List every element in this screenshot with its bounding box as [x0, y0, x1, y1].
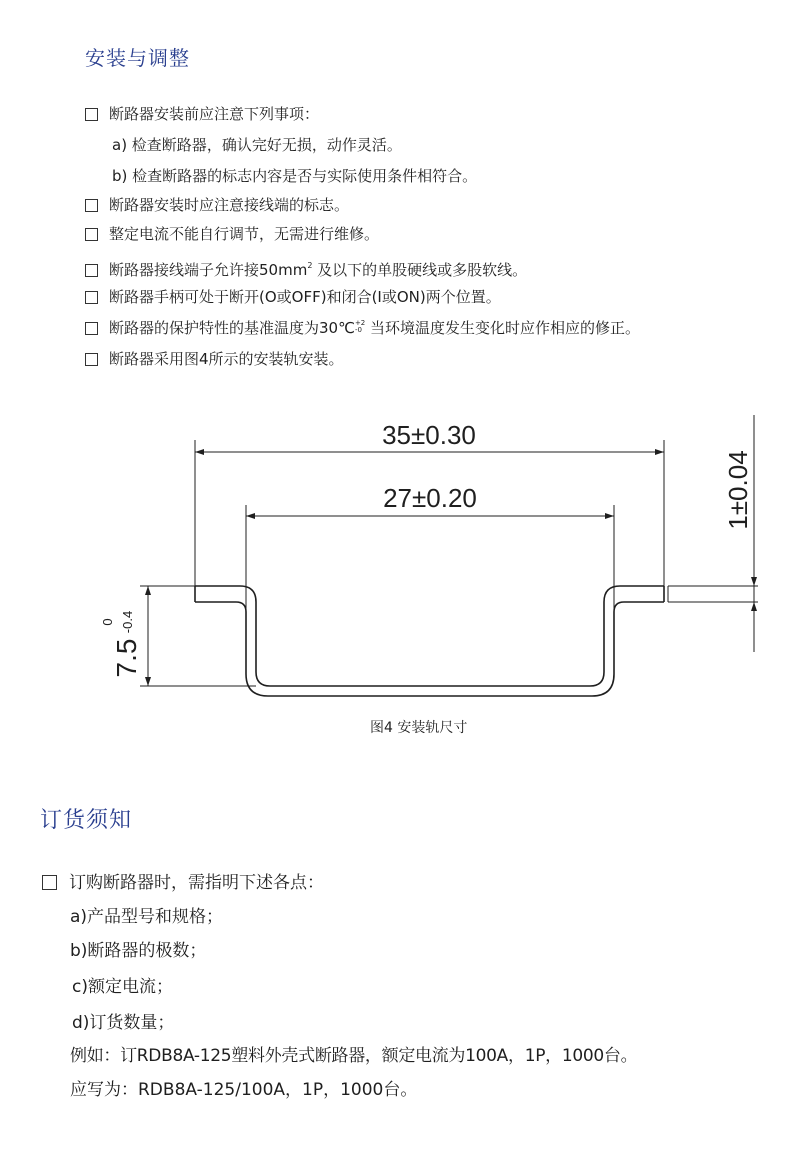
order-item-1: 订购断路器时，需指明下述各点： — [42, 872, 324, 894]
install-item-2: 断路器安装时应注意接线端的标志。 — [85, 195, 349, 215]
install-item-5: 断路器手柄可处于断开(O或OFF)和闭合(I或ON)两个位置。 — [85, 287, 501, 307]
height-label: 7.5 — [111, 638, 142, 678]
outer-width-label: 35±0.30 — [382, 420, 476, 450]
install-subitem-b: b) 检查断路器的标志内容是否与实际使用条件相符合。 — [112, 167, 478, 185]
checkbox-icon — [85, 353, 98, 366]
order-subitem-c: c)额定电流； — [72, 977, 173, 997]
checkbox-icon — [85, 264, 98, 277]
install-item-3: 整定电流不能自行调节，无需进行维修。 — [85, 224, 379, 244]
height-tolerance-lower: -0.4 — [120, 610, 135, 634]
order-subitem-d: d)订货数量； — [72, 1013, 175, 1033]
inner-width-label: 27±0.20 — [383, 483, 477, 513]
height-tolerance-upper: 0 — [100, 618, 115, 626]
install-subitem-a: a) 检查断路器，确认完好无损，动作灵活。 — [112, 136, 402, 154]
install-item-6: 断路器的保护特性的基准温度为30℃ +2 -0 当环境温度发生变化时应作相应的修正。 — [85, 318, 640, 338]
order-example-format: 应写为：RDB8A-125/100A，1P，1000台。 — [70, 1080, 418, 1100]
checkbox-icon — [85, 108, 98, 121]
checkbox-icon — [85, 322, 98, 335]
checkbox-icon — [85, 291, 98, 304]
thickness-label: 1±0.04 — [723, 450, 753, 530]
figure-caption: 图4 安装轨尺寸 — [370, 720, 468, 736]
install-item-7: 断路器采用图4所示的安装轨安装。 — [85, 349, 344, 369]
rail-profile-outer — [195, 586, 664, 686]
install-item-4: 断路器接线端子允许接$50mm^2$ 及以下的单股硬线或多股软线。 — [85, 256, 527, 280]
install-item-1: 断路器安装前应注意下列事项： — [85, 104, 319, 124]
order-subitem-b: b)断路器的极数； — [70, 941, 207, 961]
checkbox-icon — [85, 228, 98, 241]
checkbox-icon — [42, 875, 57, 890]
order-example: 例如：订RDB8A-125塑料外壳式断路器，额定电流为100A，1P，1000台。 — [70, 1046, 638, 1066]
rail-profile-inner — [195, 602, 664, 696]
order-section-title: 订货须知 — [40, 808, 133, 833]
order-subitem-a: a)产品型号和规格； — [70, 907, 224, 927]
install-section-title: 安装与调整 — [85, 46, 190, 70]
rail-dimension-diagram — [0, 395, 790, 705]
temperature-tolerance: +2 -0 — [354, 319, 366, 334]
checkbox-icon — [85, 199, 98, 212]
